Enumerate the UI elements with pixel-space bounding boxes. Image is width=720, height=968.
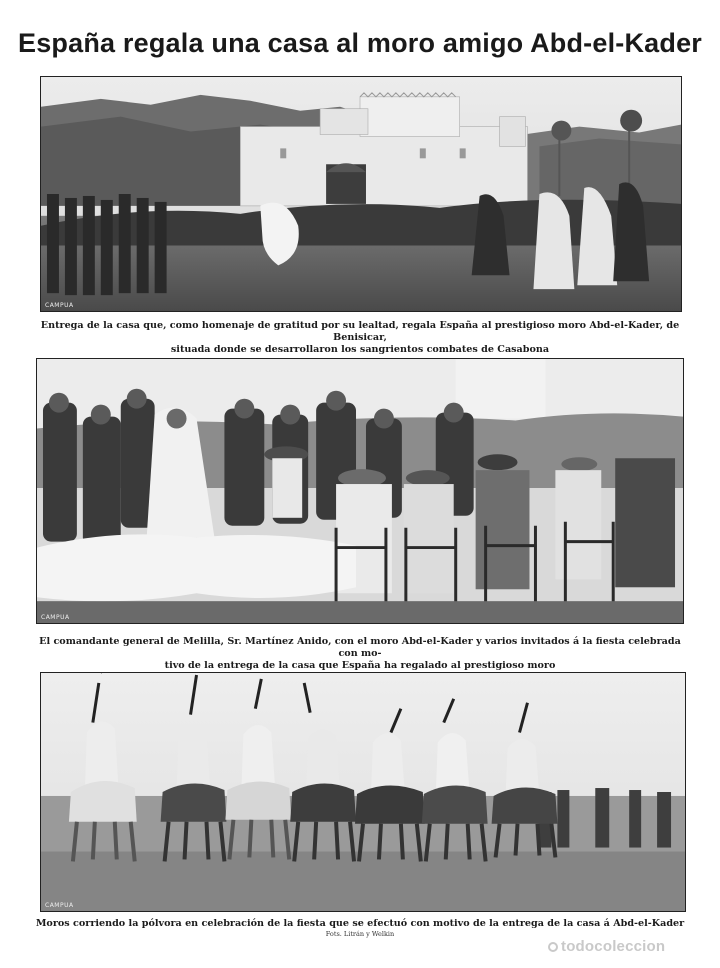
watermark-text: todocoleccion (561, 938, 666, 955)
photo-house-ceremony (40, 76, 682, 312)
photo-mark: CAMPUA (45, 902, 74, 909)
photo-house-ceremony-image (41, 77, 681, 311)
caption-horsemen (30, 918, 690, 930)
caption-line: Entrega de la casa que, como homenaje de gratitud por su lealtad, regala España al prestigioso moro Abd-el-Kader, de Benisicar, (40, 320, 680, 343)
photo-banquet (36, 358, 684, 624)
page-title: España regala una casa al moro amigo Abd-el-Kader (17, 28, 702, 58)
caption-line: El comandante general de Melilla, Sr. Martínez Anido, con el moro Abd-el-Kader y varios invitados á la fiesta celebrada con mo- (39, 636, 681, 659)
caption-line: Moros corriendo la pólvora en celebración de la fiesta que se efectuó con motivo de la entrega de la casa á Abd-el-Kader (35, 918, 685, 929)
watermark (548, 938, 665, 955)
photo-mark: CAMPUA (45, 302, 74, 309)
photo-horsemen (40, 672, 686, 912)
watermark-logo-icon (548, 942, 558, 952)
caption-line: situada donde se desarrollaron los sangrientos combates de Casabona (170, 344, 550, 355)
caption-line: tivo de la entrega de la casa que España ha regalado al prestigioso moro (164, 660, 556, 671)
photo-credit: Fots. Litrán y Welkin (325, 930, 395, 938)
photo-horsemen-image (41, 673, 685, 911)
caption-banquet (30, 636, 690, 672)
caption-house-ceremony (30, 320, 690, 356)
photo-mark: CAMPUA (41, 614, 70, 621)
photo-banquet-image (37, 359, 683, 623)
